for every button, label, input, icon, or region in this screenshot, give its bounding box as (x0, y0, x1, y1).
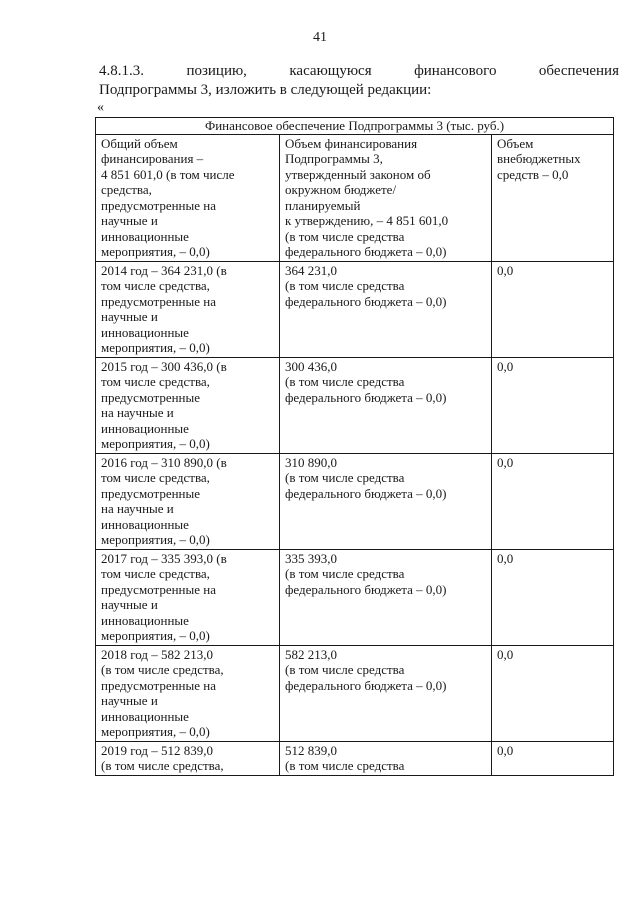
table-header-row (96, 134, 614, 261)
row-district-budget-cell: 364 231,0 (в том числе средства федерального бюджета – 0,0) (280, 261, 492, 357)
opening-quote: « (97, 100, 104, 115)
intro-paragraph (99, 62, 619, 100)
table-row (96, 741, 614, 775)
row-extrabudgetary-cell: 0,0 (492, 453, 614, 549)
table-row (96, 645, 614, 741)
row-total-cell: 2017 год – 335 393,0 (в том числе средства, предусмотренные на научные и инновационные мероприятия, – 0,0) (96, 549, 280, 645)
intro-word: обеспечения (538, 63, 619, 79)
intro-line-1 (99, 62, 619, 81)
intro-word: финансового (414, 63, 497, 79)
row-district-budget-cell: 512 839,0 (в том числе средства (280, 741, 492, 775)
intro-word: 4.8.1.3. (99, 63, 144, 79)
intro-line-2: Подпрограммы 3, изложить в следующей редакции: (99, 82, 432, 98)
table-title: Финансовое обеспечение Подпрограммы 3 (тыс. руб.) (96, 118, 614, 135)
row-district-budget-cell: 335 393,0 (в том числе средства федерального бюджета – 0,0) (280, 549, 492, 645)
page-number: 41 (313, 30, 327, 45)
row-total-cell: 2016 год – 310 890,0 (в том числе средства, предусмотренные на научные и инновационные мероприятия, – 0,0) (96, 453, 280, 549)
table-row (96, 453, 614, 549)
table-title-row (96, 118, 614, 135)
table-row (96, 549, 614, 645)
table-row (96, 357, 614, 453)
intro-word: касающуюся (289, 63, 372, 79)
row-total-cell: 2015 год – 300 436,0 (в том числе средства, предусмотренные на научные и инновационные мероприятия, – 0,0) (96, 357, 280, 453)
row-extrabudgetary-cell: 0,0 (492, 645, 614, 741)
table-row (96, 261, 614, 357)
row-extrabudgetary-cell: 0,0 (492, 261, 614, 357)
row-district-budget-cell: 300 436,0 (в том числе средства федерального бюджета – 0,0) (280, 357, 492, 453)
row-district-budget-cell: 310 890,0 (в том числе средства федерального бюджета – 0,0) (280, 453, 492, 549)
row-total-cell: 2014 год – 364 231,0 (в том числе средства, предусмотренные на научные и инновационные мероприятия, – 0,0) (96, 261, 280, 357)
row-total-cell: 2019 год – 512 839,0 (в том числе средства, (96, 741, 280, 775)
row-total-cell: 2018 год – 582 213,0 (в том числе средства, предусмотренные на научные и инновационные мероприятия, – 0,0) (96, 645, 280, 741)
row-extrabudgetary-cell: 0,0 (492, 549, 614, 645)
financing-table (95, 117, 614, 776)
row-district-budget-cell: 582 213,0 (в том числе средства федерального бюджета – 0,0) (280, 645, 492, 741)
row-extrabudgetary-cell: 0,0 (492, 357, 614, 453)
header-total-cell: Общий объем финансирования – 4 851 601,0 (в том числе средства, предусмотренные на научные и инновационные мероприятия, – 0,0) (96, 134, 280, 261)
header-district-budget-cell: Объем финансирования Подпрограммы 3, утвержденный законом об окружном бюджете/ планируемый к утверждению, – 4 851 601,0 (в том числе средства федерального бюджета – 0,0) (280, 134, 492, 261)
intro-word: позицию, (186, 63, 247, 79)
header-extrabudgetary-cell: Объем внебюджетных средств – 0,0 (492, 134, 614, 261)
row-extrabudgetary-cell: 0,0 (492, 741, 614, 775)
